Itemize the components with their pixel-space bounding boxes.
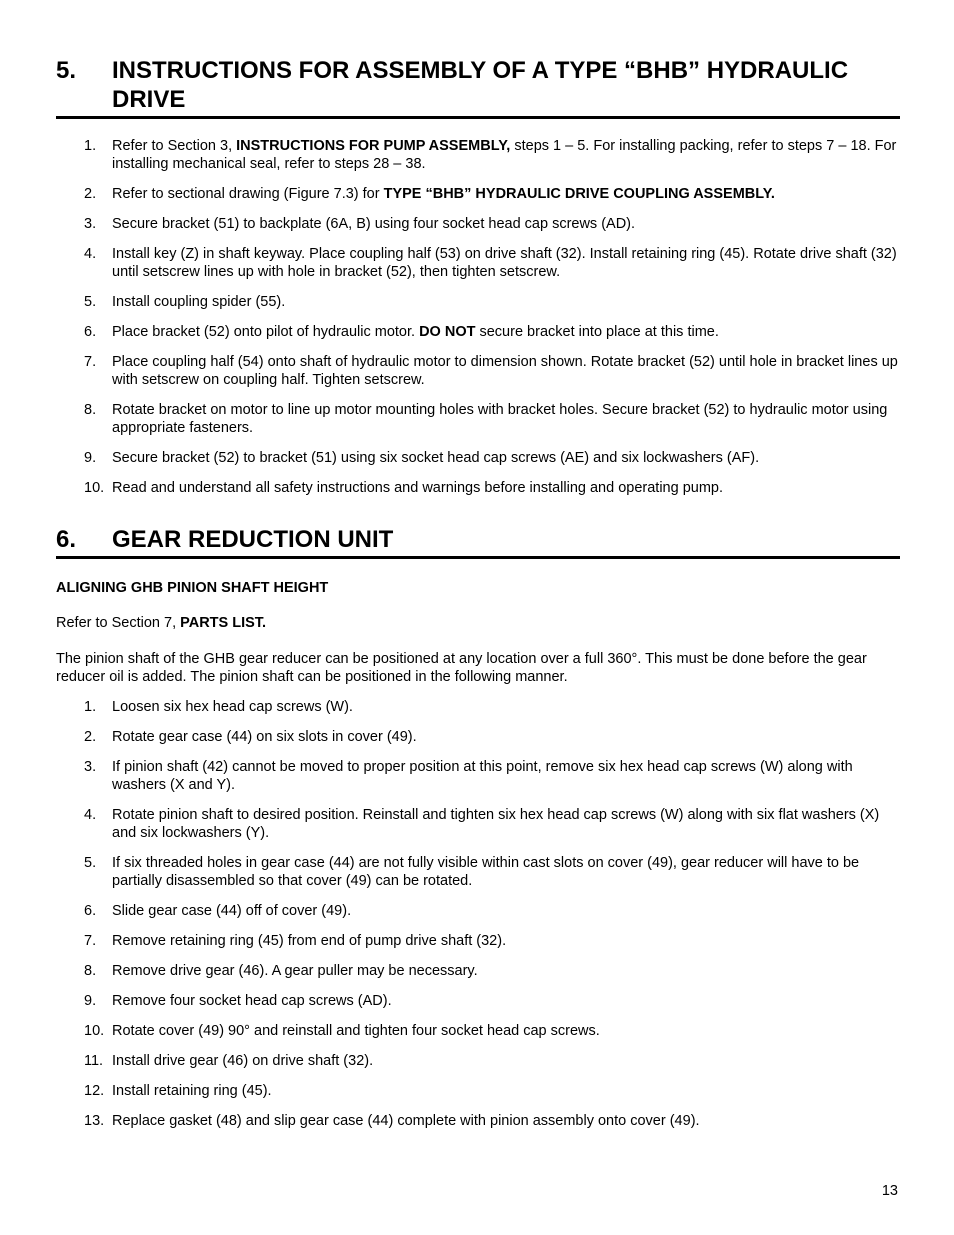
item-text: Loosen six hex head cap screws (W). xyxy=(112,699,353,715)
list-item xyxy=(56,215,900,233)
list-item xyxy=(56,1082,900,1100)
item-number: 1. xyxy=(84,138,97,154)
section-5-heading xyxy=(56,56,900,119)
item-text: Rotate bracket on motor to line up motor mounting holes with bracket holes. Secure bracket (52) to hydraulic motor using appropriate fasteners. xyxy=(112,402,888,436)
section-6-number: 6. xyxy=(56,526,77,553)
item-text: Rotate gear case (44) on six slots in cover (49). xyxy=(112,729,417,745)
item-text: Secure bracket (51) to backplate (6A, B) using four socket head cap screws (AD). xyxy=(112,216,636,232)
item-number: 10. xyxy=(84,480,105,496)
item-number: 7. xyxy=(84,933,97,949)
list-item xyxy=(56,902,900,920)
item-number: 3. xyxy=(84,216,97,232)
refer-text: Refer to Section 7, xyxy=(56,615,181,631)
refer-bold: PARTS LIST. xyxy=(180,615,267,631)
item-text: If pinion shaft (42) cannot be moved to proper position at this point, remove six hex head cap screws (W) along with washers (X and Y). xyxy=(112,759,853,793)
item-number: 1. xyxy=(84,699,97,715)
list-item xyxy=(56,185,900,203)
item-number: 2. xyxy=(84,729,97,745)
refer-paragraph xyxy=(56,614,900,632)
item-text: Slide gear case (44) off of cover (49). xyxy=(112,903,352,919)
item-text: Read and understand all safety instructions and warnings before installing and operating pump. xyxy=(112,480,723,496)
list-item xyxy=(56,932,900,950)
item-number: 8. xyxy=(84,402,97,418)
section-6-title: GEAR REDUCTION UNIT xyxy=(112,526,394,553)
list-item xyxy=(56,449,900,467)
list-item xyxy=(56,245,900,281)
item-text: Remove retaining ring (45) from end of pump drive shaft (32). xyxy=(112,933,507,949)
item-number: 8. xyxy=(84,963,97,979)
item-number: 9. xyxy=(84,450,97,466)
item-text: Install coupling spider (55). xyxy=(112,294,286,310)
item-number: 9. xyxy=(84,993,97,1009)
item-number: 5. xyxy=(84,294,97,310)
item-text: Refer to Section 3, INSTRUCTIONS FOR PUMP ASSEMBLY, steps 1 – 5. For installing packing, refer to steps 7 – 18. For installing mechanical seal, refer to steps 28 – 38. xyxy=(112,138,897,172)
section-5-title: INSTRUCTIONS FOR ASSEMBLY OF A TYPE “BHB” HYDRAULIC DRIVE xyxy=(112,57,849,113)
item-number: 4. xyxy=(84,246,97,262)
list-item xyxy=(56,353,900,389)
list-item xyxy=(56,401,900,437)
section-5-steps xyxy=(56,137,900,497)
subheading: ALIGNING GHB PINION SHAFT HEIGHT xyxy=(56,580,329,596)
list-item xyxy=(56,293,900,311)
item-number: 10. xyxy=(84,1023,105,1039)
document-page xyxy=(56,56,900,1130)
list-item xyxy=(56,137,900,173)
item-text: Install drive gear (46) on drive shaft (32). xyxy=(112,1053,374,1069)
item-text: Remove four socket head cap screws (AD). xyxy=(112,993,392,1009)
item-number: 5. xyxy=(84,855,97,871)
list-item xyxy=(56,479,900,497)
list-item xyxy=(56,698,900,716)
list-item xyxy=(56,806,900,842)
list-item xyxy=(56,758,900,794)
item-text: Secure bracket (52) to bracket (51) using six socket head cap screws (AE) and six lockwashers (AF). xyxy=(112,450,760,466)
item-number: 7. xyxy=(84,354,97,370)
item-text: Install key (Z) in shaft keyway. Place coupling half (53) on drive shaft (32). Install retaining ring (45). Rotate drive shaft (32) until setscrew lines up with hole in bracket (52), then tighten setscrew. xyxy=(112,246,897,280)
list-item xyxy=(56,1052,900,1070)
item-text: Remove drive gear (46). A gear puller may be necessary. xyxy=(112,963,478,979)
list-item xyxy=(56,728,900,746)
list-item xyxy=(56,1022,900,1040)
intro-paragraph: The pinion shaft of the GHB gear reducer can be positioned at any location over a full 360°. This must be done before the gear reducer oil is added. The pinion shaft can be positioned in the following manner. xyxy=(56,651,867,685)
item-text: Rotate cover (49) 90° and reinstall and tighten four socket head cap screws. xyxy=(112,1023,600,1039)
section-6-heading xyxy=(56,525,900,559)
item-text: Place coupling half (54) onto shaft of hydraulic motor to dimension shown. Rotate bracket (52) until hole in bracket lines up with setscrew on coupling half. Tighten setscrew. xyxy=(112,354,898,388)
list-item xyxy=(56,854,900,890)
item-text: Place bracket (52) onto pilot of hydraulic motor. DO NOT secure bracket into place at this time. xyxy=(112,324,719,340)
list-item xyxy=(56,992,900,1010)
list-item xyxy=(56,323,900,341)
item-number: 4. xyxy=(84,807,97,823)
item-number: 6. xyxy=(84,324,97,340)
item-number: 3. xyxy=(84,759,97,775)
page-number: 13 xyxy=(881,1183,898,1199)
item-number: 12. xyxy=(84,1083,105,1099)
section-6-steps xyxy=(56,698,900,1130)
item-number: 6. xyxy=(84,903,97,919)
item-text: If six threaded holes in gear case (44) are not fully visible within cast slots on cover (49), gear reducer will have to be partially disassembled so that cover (49) can be rotated. xyxy=(112,855,860,889)
item-number: 13. xyxy=(84,1113,105,1129)
item-text: Rotate pinion shaft to desired position. Reinstall and tighten six hex head cap screws (W) along with six flat washers (X) and six lockwashers (Y). xyxy=(112,807,880,841)
item-text: Install retaining ring (45). xyxy=(112,1083,272,1099)
item-text: Refer to sectional drawing (Figure 7.3) for TYPE “BHB” HYDRAULIC DRIVE COUPLING ASSEMBLY. xyxy=(112,186,775,202)
item-number: 2. xyxy=(84,186,97,202)
section-5-number: 5. xyxy=(56,57,77,84)
list-item xyxy=(56,1112,900,1130)
list-item xyxy=(56,962,900,980)
item-text: Replace gasket (48) and slip gear case (44) complete with pinion assembly onto cover (49). xyxy=(112,1113,700,1129)
item-number: 11. xyxy=(84,1053,104,1069)
